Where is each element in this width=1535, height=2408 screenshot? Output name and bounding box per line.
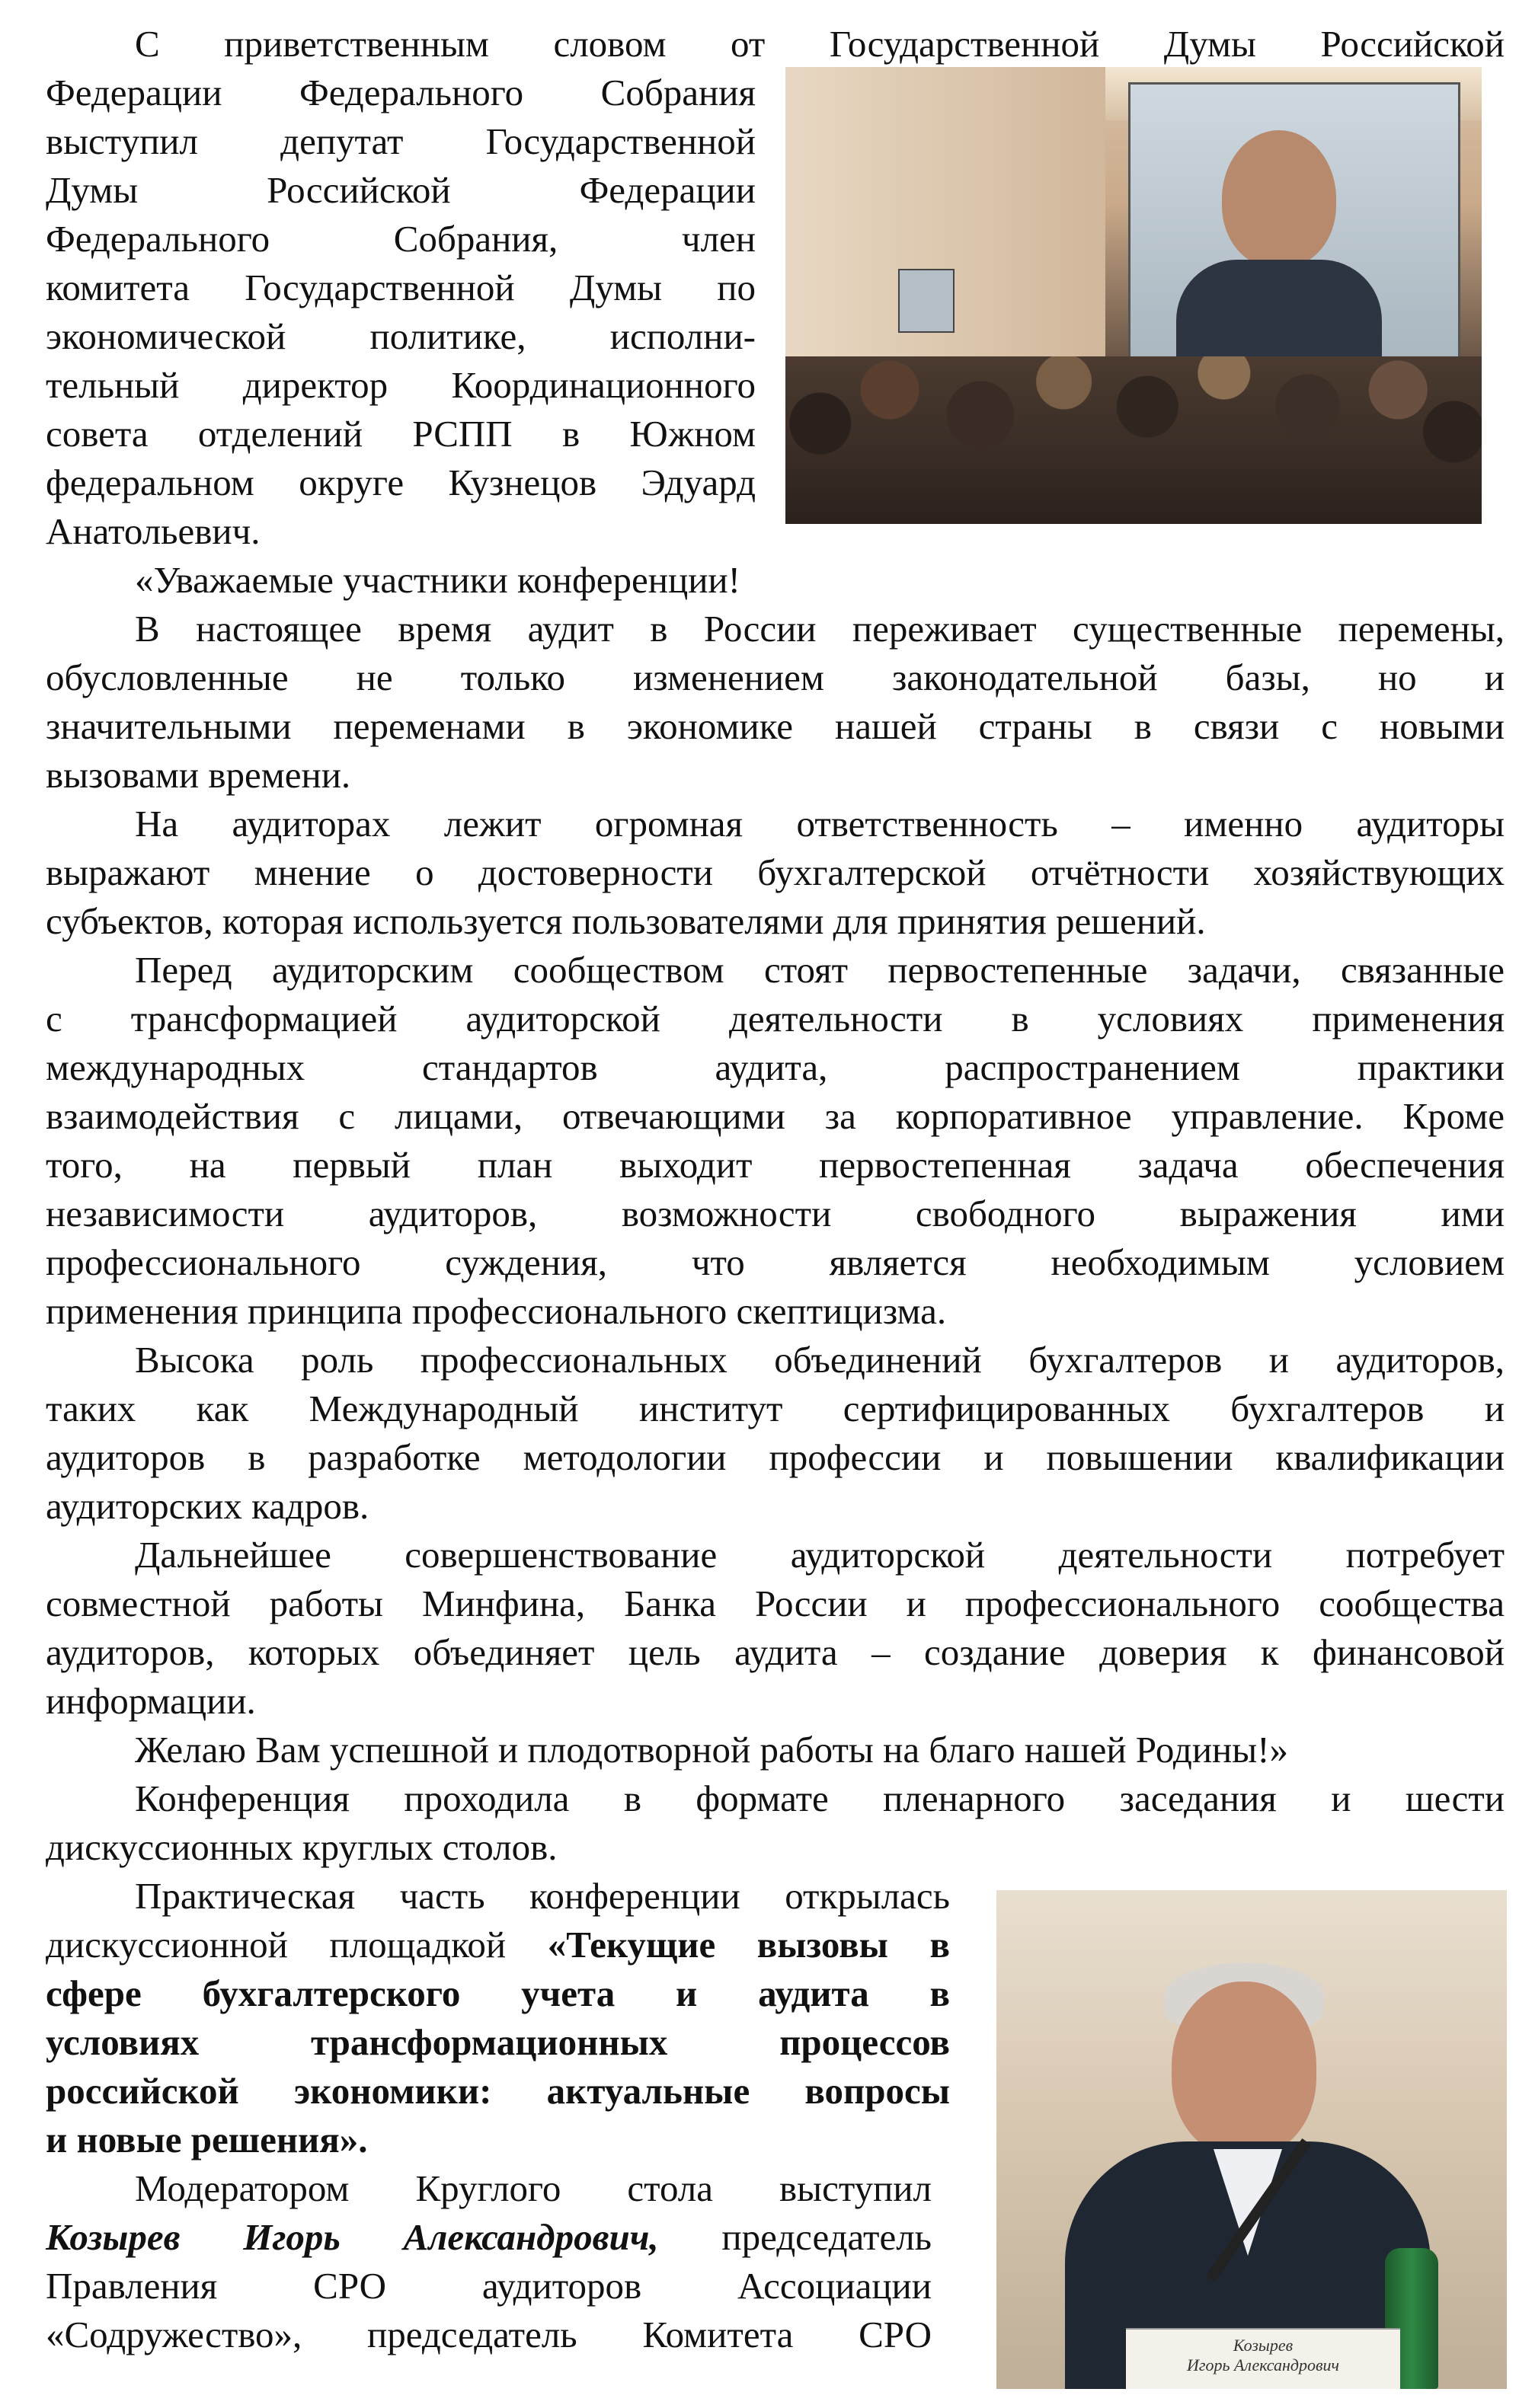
paragraph-line: международных стандартов аудита, распространением практики [46, 1046, 1505, 1088]
nameplate: Козырев Игорь Александрович [1126, 2328, 1400, 2389]
paragraph-line: На аудиторах лежит огромная ответственность – именно аудиторы [135, 803, 1505, 845]
paragraph-line: Дальнейшее совершенствование аудиторской деятельности потребует [135, 1534, 1505, 1576]
paragraph-line: применения принципа профессионального скептицизма. [46, 1290, 947, 1332]
paragraph-line: Модератором Круглого стола выступил [135, 2167, 932, 2209]
paragraph-line: тельный директор Координационного [46, 364, 756, 406]
round-table-title-line: сфере бухгалтерского учета и аудита в [46, 1972, 950, 2014]
paragraph-line: выражают мнение о достоверности бухгалтерской отчётности хозяйствующих [46, 851, 1505, 893]
paragraph-line: «Уважаемые участники конференции! [135, 559, 740, 601]
paragraph-line: аудиторов, которых объединяет цель аудита – создание доверия к финансовой [46, 1631, 1505, 1673]
video-screen [1128, 82, 1460, 369]
paragraph-line: Правления СРО аудиторов Ассоциации [46, 2265, 932, 2307]
paragraph-line: аудиторов в разработке методологии профессии и повышении квалификации [46, 1436, 1505, 1478]
paragraph-line: федеральном округе Кузнецов Эдуард [46, 461, 756, 503]
paragraph-line: взаимодействия с лицами, отвечающими за корпоративное управление. Кроме [46, 1095, 1505, 1137]
paragraph-line: профессионального суждения, что является необходимым условием [46, 1241, 1505, 1283]
paragraph-line: Федерации Федерального Собрания [46, 72, 756, 113]
paragraph-line: совета отделений РСПП в Южном [46, 413, 756, 455]
paragraph-line: таких как Международный институт сертифицированных бухгалтеров и [46, 1388, 1505, 1429]
round-table-title-line: российской экономики: актуальные вопросы [46, 2070, 950, 2112]
paragraph-line: дискуссионных круглых столов. [46, 1826, 558, 1868]
paragraph-line: вызовами времени. [46, 754, 351, 796]
round-table-title-line: условиях трансформационных процессов [46, 2021, 950, 2063]
paragraph-line: Конференция проходила в формате пленарного заседания и шести [135, 1777, 1505, 1819]
round-table-title-line: и новые решения». [46, 2119, 368, 2160]
paragraph-line: обусловленные не только изменением законодательной базы, но и [46, 656, 1505, 698]
moderator-name: Козырев Игорь Александрович, [46, 2216, 659, 2258]
paragraph-line: Желаю Вам успешной и плодотворной работы на благо нашей Родины!» [135, 1729, 1289, 1771]
paragraph-line: В настоящее время аудит в России переживает существенные перемены, [135, 608, 1505, 650]
paragraph-line: выступил депутат Государственной [46, 120, 756, 162]
paragraph-line: значительными переменами в экономике нашей страны в связи с новыми [46, 705, 1505, 747]
paragraph-line: Практическая часть конференции открылась [135, 1875, 950, 1917]
paragraph-line: совместной работы Минфина, Банка России и профессионального сообщества [46, 1582, 1505, 1624]
paragraph-line: с трансформацией аудиторской деятельности в условиях применения [46, 998, 1505, 1040]
paragraph-line: «Содружество», председатель Комитета СРО [46, 2314, 932, 2355]
paragraph-line: Перед аудиторским сообществом стоят первостепенные задачи, связанные [135, 949, 1505, 991]
paragraph-line: С приветственным словом от Государственной Думы Российской [135, 23, 1505, 65]
paragraph-line: информации. [46, 1680, 256, 1722]
paragraph-line: Анатольевич. [46, 510, 261, 552]
conference-hall-photo [785, 67, 1482, 524]
paragraph-line: комитета Государственной Думы по [46, 267, 756, 308]
paragraph-line: аудиторских кадров. [46, 1485, 369, 1527]
paragraph-line: Думы Российской Федерации [46, 169, 756, 211]
paragraph-line: Высока роль профессиональных объединений бухгалтеров и аудиторов, [135, 1339, 1505, 1381]
paragraph-line: экономической политике, исполни- [46, 315, 756, 357]
paragraph-line: того, на первый план выходит первостепенная задача обеспечения [46, 1144, 1505, 1186]
paragraph-line: субъектов, которая используется пользователями для принятия решений. [46, 900, 1206, 942]
paragraph-line: Федерального Собрания, член [46, 218, 756, 260]
paragraph-line: независимости аудиторов, возможности свободного выражения ими [46, 1193, 1505, 1234]
audience [785, 356, 1482, 524]
paragraph-line: Козырев Игорь Александрович, председатель [46, 2216, 932, 2258]
paragraph-line: дискуссионной площадкой «Текущие вызовы в [46, 1924, 950, 1966]
speaker-portrait-photo [996, 1890, 1507, 2389]
